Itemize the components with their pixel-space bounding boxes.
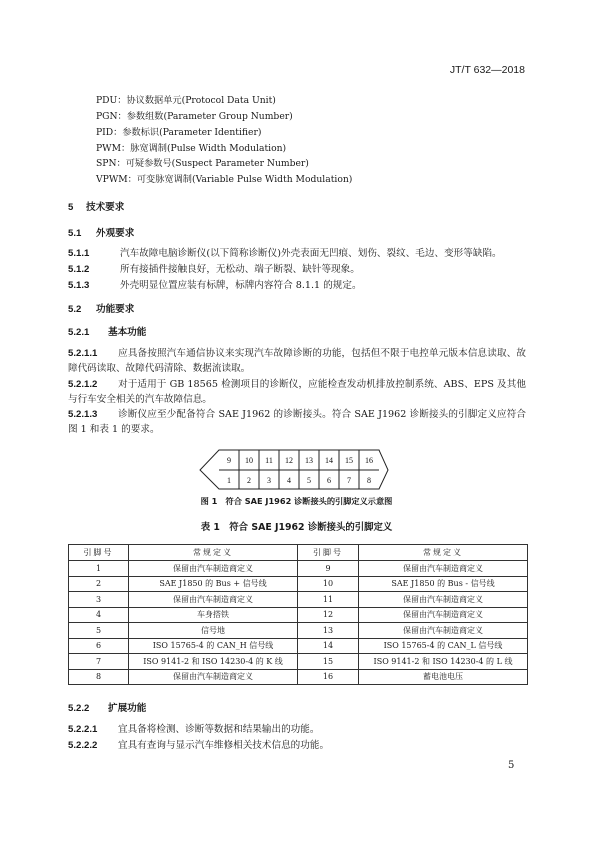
pin-label: 14 — [325, 456, 333, 465]
section-heading-5-2: 5.2 功能要求 — [68, 304, 135, 315]
paragraph-5-1-2: 5.1.2 所有接插件接触良好，无松动、端子断裂、缺针等现象。 — [68, 264, 360, 275]
abbreviation-line: VPWM：可变脉宽调制(Variable Pulse Width Modulation) — [96, 174, 353, 185]
standard-code: JT/T 632—2018 — [449, 64, 525, 76]
pin-number-cell: 12 — [298, 607, 359, 623]
pin-number-cell: 14 — [298, 638, 359, 654]
pin-number-cell: 16 — [298, 669, 359, 685]
table-row — [69, 576, 528, 592]
pin-number-cell: 1 — [69, 561, 129, 577]
pin-definition-cell: SAE J1850 的 Bus - 信号线 — [359, 576, 528, 592]
section-heading-5-2-1: 5.2.1 基本功能 — [68, 327, 147, 338]
pin-definition-cell: ISO 15765-4 的 CAN_L 信号线 — [359, 638, 528, 654]
pin-definition-cell: 信号地 — [129, 623, 298, 639]
pin-number-cell: 3 — [69, 592, 129, 608]
pin-label: 12 — [285, 456, 293, 465]
pin-number-cell: 10 — [298, 576, 359, 592]
pin-label: 15 — [345, 456, 353, 465]
abbreviation-line: PWM：脉宽调制(Pulse Width Modulation) — [96, 143, 287, 154]
section-heading-5: 5 技术要求 — [68, 202, 125, 213]
pin-definition-cell: 蓄电池电压 — [359, 669, 528, 685]
pin-label: 7 — [347, 476, 351, 485]
table-row — [69, 669, 528, 685]
pin-definition-cell: ISO 15765-4 的 CAN_H 信号线 — [129, 638, 298, 654]
pin-number-cell: 4 — [69, 607, 129, 623]
figure-caption: 图 1 符合 SAE J1962 诊断接头的引脚定义示意图 — [200, 496, 393, 506]
pin-definition-cell: ISO 9141-2 和 ISO 14230-4 的 K 线 — [129, 654, 298, 670]
pin-number-cell: 6 — [69, 638, 129, 654]
page-number: 5 — [508, 760, 515, 771]
abbreviation-line: PGN：参数组数(Parameter Group Number) — [96, 111, 293, 122]
pin-label: 4 — [287, 476, 291, 485]
pin-number-cell: 2 — [69, 576, 129, 592]
pin-label: 1 — [227, 476, 231, 485]
paragraph-5-2-1-3: 5.2.1.3 诊断仪应至少配备符合 SAE J1962 的诊断接头。符合 SAE J1962 诊断接头的引脚定义应符合图 1 和表 1 的要求。 — [68, 409, 526, 435]
pin-number-cell: 5 — [69, 623, 129, 639]
abbreviation-line: PID：参数标识(Parameter Identifier) — [96, 127, 262, 138]
table-row — [69, 592, 528, 608]
pin-definition-cell: 保留由汽车制造商定义 — [129, 592, 298, 608]
header-definition: 常规定义 — [129, 545, 298, 561]
pin-definition-cell: 保留由汽车制造商定义 — [359, 592, 528, 608]
pin-label: 3 — [267, 476, 271, 485]
table-row — [69, 638, 528, 654]
pin-number-cell: 9 — [298, 561, 359, 577]
pin-label: 11 — [265, 456, 273, 465]
header-pin-number: 引脚号 — [69, 545, 129, 561]
pin-definition-cell: SAE J1850 的 Bus + 信号线 — [129, 576, 298, 592]
pin-label: 5 — [307, 476, 311, 485]
table-header-row — [69, 545, 528, 561]
pin-number-cell: 13 — [298, 623, 359, 639]
pin-definition-cell: ISO 9141-2 和 ISO 14230-4 的 L 线 — [359, 654, 528, 670]
paragraph-5-2-1-2: 5.2.1.2 对于适用于 GB 18565 检测项目的诊断仪，应能检查发动机排放控制系统、ABS、EPS 及其他与行车安全相关的汽车故障信息。 — [68, 379, 526, 405]
pin-number-cell: 11 — [298, 592, 359, 608]
pin-number-cell: 7 — [69, 654, 129, 670]
paragraph-5-2-2-2: 5.2.2.2 宜具有查询与显示汽车维修相关技术信息的功能。 — [68, 740, 330, 751]
pin-definition-cell: 保留由汽车制造商定义 — [359, 607, 528, 623]
pin-definition-cell: 保留由汽车制造商定义 — [359, 561, 528, 577]
abbreviation-line: SPN：可疑参数号(Suspect Parameter Number) — [96, 158, 309, 169]
table-row — [69, 561, 528, 577]
paragraph-5-1-3: 5.1.3 外壳明显位置应装有标牌，标牌内容符合 8.1.1 的规定。 — [68, 280, 362, 291]
pin-label: 6 — [327, 476, 331, 485]
pin-label: 13 — [305, 456, 313, 465]
table-row — [69, 607, 528, 623]
abbreviation-line: PDU：协议数据单元(Protocol Data Unit) — [96, 95, 276, 106]
pin-number-cell: 15 — [298, 654, 359, 670]
pin-label: 2 — [247, 476, 251, 485]
pin-number-cell: 8 — [69, 669, 129, 685]
section-heading-5-2-2: 5.2.2 扩展功能 — [68, 703, 147, 714]
table-row — [69, 623, 528, 639]
pin-label: 9 — [227, 456, 231, 465]
pin-label: 16 — [365, 456, 373, 465]
j1962-connector-diagram — [196, 447, 392, 493]
pin-definition-cell: 保留由汽车制造商定义 — [129, 669, 298, 685]
pin-label: 10 — [245, 456, 253, 465]
paragraph-5-2-1-1: 5.2.1.1 应具备按照汽车通信协议来实现汽车故障诊断的功能，包括但不限于电控单元版本信息读取、故障代码读取、故障代码清除、数据流读取。 — [68, 348, 526, 374]
pin-label: 8 — [367, 476, 371, 485]
header-pin-number: 引脚号 — [298, 545, 359, 561]
table-caption: 表 1 符合 SAE J1962 诊断接头的引脚定义 — [200, 522, 393, 533]
section-heading-5-1: 5.1 外观要求 — [68, 228, 135, 239]
pin-definition-cell: 保留由汽车制造商定义 — [129, 561, 298, 577]
pin-definition-table — [68, 544, 528, 685]
pin-definition-cell: 保留由汽车制造商定义 — [359, 623, 528, 639]
paragraph-5-1-1: 5.1.1 汽车故障电脑诊断仪(以下简称诊断仪)外壳表面无凹痕、划伤、裂纹、毛边、变形等缺陷。 — [68, 248, 502, 259]
pin-definition-cell: 车身搭铁 — [129, 607, 298, 623]
header-definition: 常规定义 — [359, 545, 528, 561]
paragraph-5-2-2-1: 5.2.2.1 宜具备将检测、诊断等数据和结果输出的功能。 — [68, 724, 320, 735]
table-row — [69, 654, 528, 670]
